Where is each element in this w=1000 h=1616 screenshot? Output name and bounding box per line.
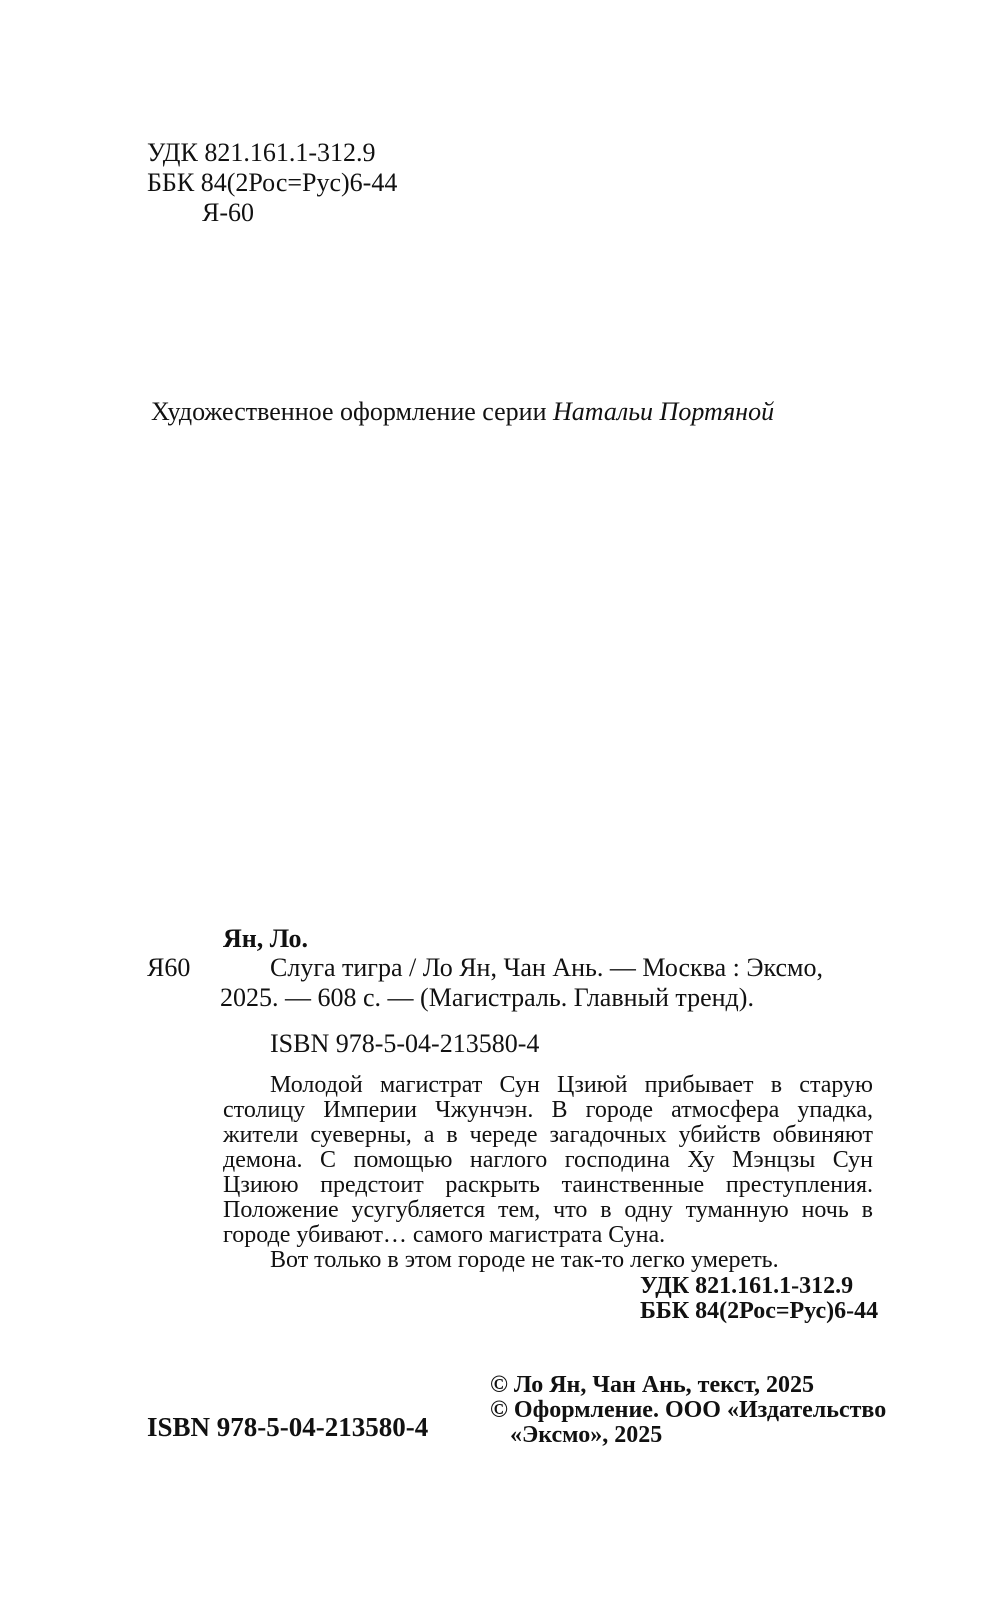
isbn-bottom: ISBN 978-5-04-213580-4 [147,1412,429,1442]
annotation-paragraph: Молодой магистрат Сун Цзиюй прибывает в старую столицу Империи Чжунчэн. В городе атмосфера упадка, жители суеверны, а в череде загадочных убийств обвиняют демона. С помощью наглого господина Ху Мэнцзы Сун Цзиюю предстоит раскрыть таинственные преступления. Положение усугубляется тем, что в одну туманную ночь в городе убивают… самого магистрата Суна. [223,1072,873,1248]
annotation-paragraph: Вот только в этом городе не так-то легко умереть. [270,1247,779,1273]
series-design-artist: Натальи Портяной [553,397,775,426]
copyright-text: © Ло Ян, Чан Ань, текст, 2025 [490,1372,814,1398]
biblio-line: Слуга тигра / Ло Ян, Чан Ань. — Москва : Эксмо, [270,953,823,982]
copyright-block [490,1373,886,1448]
catalog-author-sign: Я60 [147,953,191,982]
udk-code: УДК 821.161.1-312.9 [147,138,376,167]
annotation [223,1073,873,1273]
top-classification-codes [147,138,397,228]
author-sign: Я-60 [202,198,254,227]
bbk-code: ББК 84(2Рос=Рус)6-44 [640,1298,879,1324]
udk-code: УДК 821.161.1-312.9 [640,1273,854,1299]
bbk-code: ББК 84(2Рос=Рус)6-44 [147,168,398,197]
series-design-credit [151,397,774,427]
copyright-design-continued: «Эксмо», 2025 [510,1422,663,1448]
copyright-design: © Оформление. ООО «Издательство [490,1397,887,1423]
author-heading: Ян, Ло. [223,924,308,953]
biblio-line: 2025. — 608 с. — (Магистраль. Главный тренд). [220,983,754,1012]
series-design-text: Художественное оформление серии [151,397,554,426]
catalog-classification-codes [640,1274,878,1324]
isbn-main: ISBN 978-5-04-213580-4 [270,1029,540,1058]
bibliographic-description [220,953,823,1013]
